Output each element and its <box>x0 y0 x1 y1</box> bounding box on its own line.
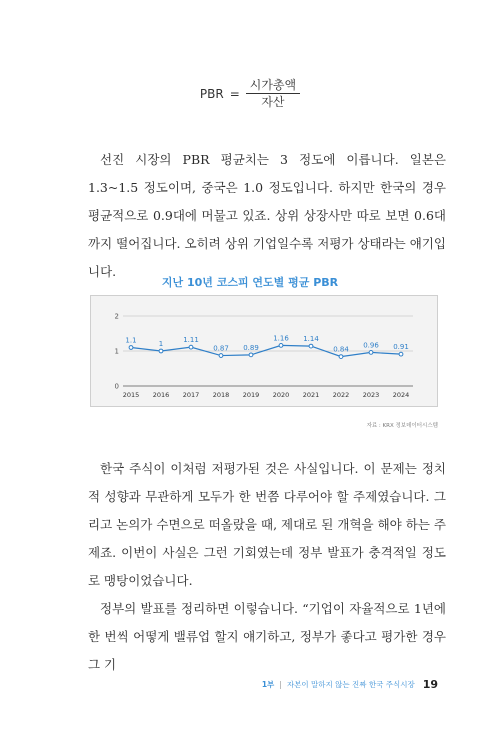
x-tick-label: 2015 <box>122 391 140 399</box>
data-point <box>279 344 283 348</box>
data-point <box>339 355 343 359</box>
chart-title: 지난 10년 코스피 연도별 평균 PBR <box>161 276 339 289</box>
paragraph-text: 한국 주식이 이처럼 저평가된 것은 사실입니다. 이 문제는 정치적 성향과 무관하게 모두가 한 번쯤 다루어야 할 주제였습니다. 그리고 논의가 수면으로 떠올랐을 때, 제대로 된 개혁을 해야 하는 주제죠. 이번이 사실은 그런 기회였는데 정부 발표가 충격적일 정도로 맹탕이었습니다. <box>88 461 446 588</box>
page-footer <box>262 678 438 691</box>
data-label: 1.11 <box>183 336 199 345</box>
x-tick-label: 2017 <box>182 391 200 399</box>
data-point <box>219 354 223 358</box>
x-tick-label: 2023 <box>362 391 380 399</box>
footer-part: 1부 <box>261 680 275 689</box>
paragraph-text: 선진 시장의 PBR 평균치는 3 정도에 이릅니다. 일본은 1.3~1.5 정도이며, 중국은 1.0 정도입니다. 하지만 한국의 경우 평균적으로 0.9대에 머물고 있죠. 상위 상장사만 따로 보면 0.6대까지 떨어집니다. 오히려 상위 기업일수록 저평가 상태라는 얘기입니다. <box>88 152 446 279</box>
formula-fraction <box>246 78 300 109</box>
data-label: 0.84 <box>333 345 349 354</box>
y-tick-label: 0 <box>114 382 119 391</box>
data-point <box>399 352 403 356</box>
formula-equals: = <box>229 86 240 101</box>
data-point <box>159 349 163 353</box>
data-point <box>309 344 313 348</box>
data-point <box>189 345 193 349</box>
formula-numerator: 시가총액 <box>246 78 300 94</box>
chart-source: 자료 : KRX 정보데이터시스템 <box>366 423 438 429</box>
x-tick-label: 2024 <box>392 391 410 399</box>
data-label: 1.1 <box>125 336 137 345</box>
footer-chapter: 자본이 말하지 않는 진짜 한국 주식시장 <box>286 680 415 689</box>
x-tick-label: 2018 <box>212 391 230 399</box>
data-label: 1.14 <box>303 335 319 344</box>
body-paragraph-1 <box>88 146 446 286</box>
data-point <box>369 351 373 355</box>
x-tick-label: 2021 <box>302 391 320 399</box>
data-label: 0.87 <box>213 344 229 353</box>
formula-lhs: PBR <box>199 86 224 101</box>
paragraph-text: 정부의 발표를 정리하면 이렇습니다. “기업이 자율적으로 1년에 한 번씩 어떻게 밸류업 할지 얘기하고, 정부가 좋다고 평가한 경우 그 기 <box>88 601 446 672</box>
x-tick-label: 2019 <box>242 391 260 399</box>
body-paragraph-2 <box>88 455 446 679</box>
x-tick-label: 2022 <box>332 391 350 399</box>
data-label: 0.91 <box>393 343 409 352</box>
data-label: 0.96 <box>363 341 379 350</box>
pbr-formula <box>0 78 500 109</box>
pbr-line-chart <box>90 295 438 407</box>
chart-svg <box>91 296 437 406</box>
x-tick-label: 2020 <box>272 391 290 399</box>
data-label: 1 <box>158 340 164 348</box>
data-label: 1.16 <box>273 334 289 343</box>
x-tick-label: 2016 <box>152 391 170 399</box>
y-tick-label: 1 <box>114 347 119 356</box>
footer-separator: | <box>279 680 282 689</box>
data-point <box>249 353 253 357</box>
data-label: 0.89 <box>243 343 259 352</box>
page-number: 19 <box>422 678 438 691</box>
y-tick-label: 2 <box>114 312 119 321</box>
formula-denominator: 자산 <box>261 95 285 109</box>
data-point <box>129 346 133 350</box>
